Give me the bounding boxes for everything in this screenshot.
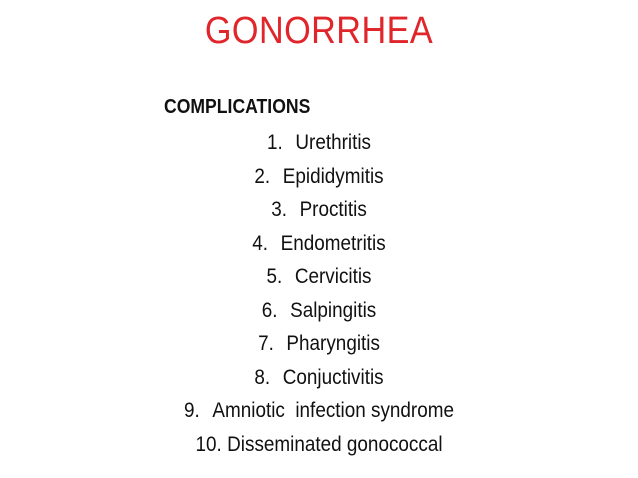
list-item-number: 10. bbox=[195, 432, 222, 456]
list-item bbox=[32, 428, 606, 462]
list-item bbox=[32, 160, 606, 194]
list-item-number: 7. bbox=[258, 332, 274, 355]
list-item bbox=[32, 327, 606, 361]
list-item-label: Salpingitis bbox=[290, 298, 377, 322]
list-item-label: Cervicitis bbox=[294, 265, 372, 288]
list-item bbox=[32, 227, 606, 261]
list-item-label: Amniotic infection syndrome bbox=[212, 399, 454, 422]
list-item-label: Endometritis bbox=[280, 231, 386, 255]
list-item-label: Epididymitis bbox=[282, 164, 384, 188]
slide-title: GONORRHEA bbox=[204, 10, 434, 52]
list-item-number: 9. bbox=[184, 399, 200, 422]
list-item-number: 5. bbox=[266, 265, 283, 288]
list-item-label: Proctitis bbox=[299, 198, 367, 221]
list-item bbox=[32, 294, 606, 328]
complications-list bbox=[0, 126, 638, 461]
list-item bbox=[32, 193, 606, 227]
list-item bbox=[32, 260, 606, 294]
list-item-label: Conjuctivitis bbox=[282, 365, 384, 389]
list-item bbox=[32, 394, 606, 428]
list-item-label: Pharyngitis bbox=[286, 332, 380, 355]
list-item bbox=[32, 361, 606, 395]
list-item-number: 2. bbox=[254, 164, 271, 188]
list-item-number: 1. bbox=[267, 131, 283, 154]
list-item-label: Disseminated gonococcal bbox=[227, 432, 443, 456]
complications-heading: COMPLICATIONS bbox=[164, 96, 311, 118]
list-item-label: Urethritis bbox=[295, 131, 371, 154]
list-item bbox=[32, 126, 606, 160]
list-item-number: 3. bbox=[271, 198, 287, 221]
list-item-number: 4. bbox=[252, 231, 269, 255]
list-item-number: 8. bbox=[254, 365, 271, 389]
list-item-number: 6. bbox=[261, 298, 278, 322]
